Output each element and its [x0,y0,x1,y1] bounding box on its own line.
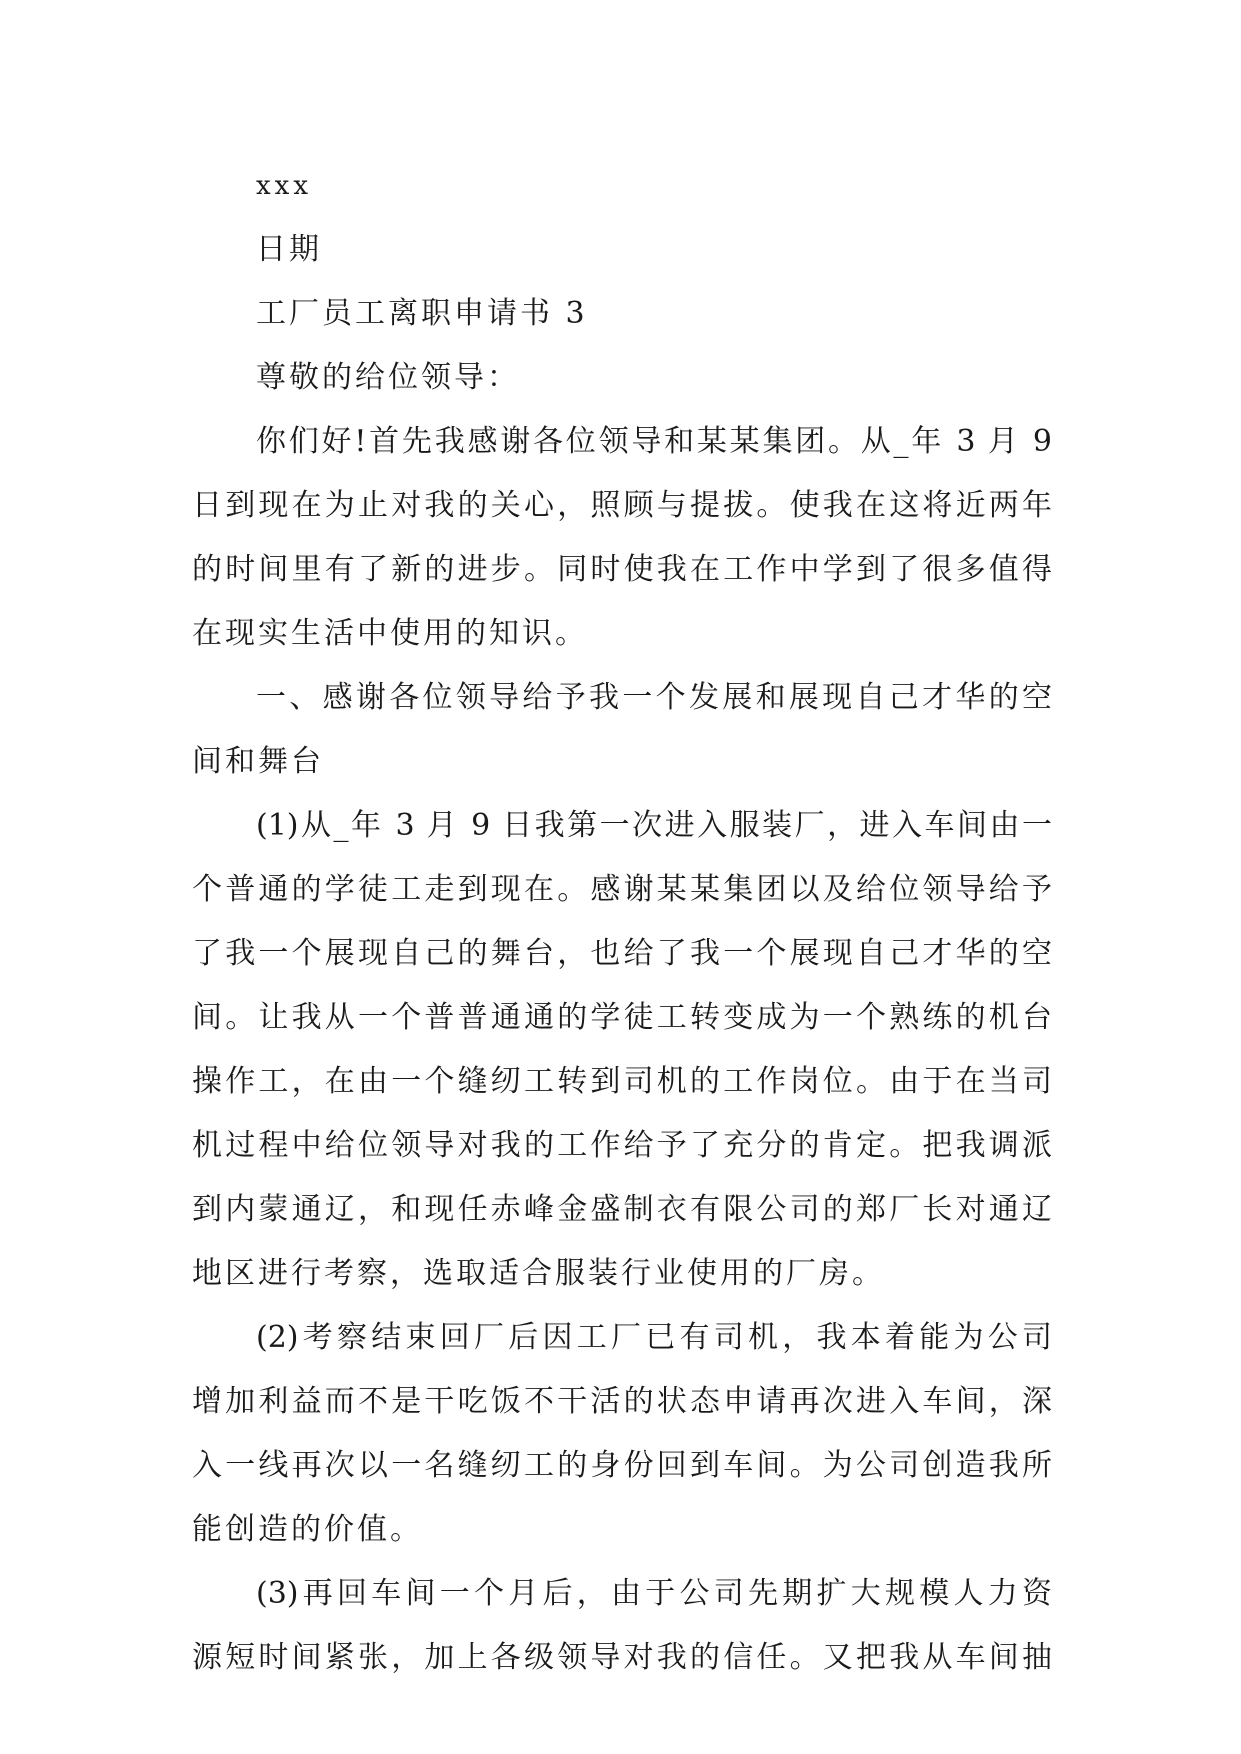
paragraph-line: 机过程中给位领导对我的工作给予了充分的肯定。把我调派 [192,1128,1052,1163]
date-label: 日期 [256,232,322,267]
paragraph-line: 的时间里有了新的进步。同时使我在工作中学到了很多值得 [192,552,1052,587]
signature-name: xxx [256,171,312,201]
paragraph-line: (2)考察结束回厂后因工厂已有司机，我本着能为公司 [256,1320,1052,1355]
section-heading-line: 一、感谢各位领导给予我一个发展和展现自己才华的空 [256,680,1052,715]
paragraph-line: 地区进行考察，选取适合服装行业使用的厂房。 [192,1256,885,1291]
section-heading-line: 间和舞台 [192,744,324,779]
paragraph-line: 增加利益而不是干吃饭不干活的状态申请再次进入车间，深 [192,1384,1052,1419]
paragraph-line: 能创造的价值。 [192,1512,423,1547]
paragraph-line: 你们好!首先我感谢各位领导和某某集团。从_年 3 月 9 [256,424,1052,459]
paragraph-line: (1)从_年 3 月 9 日我第一次进入服装厂，进入车间由一 [256,808,1052,843]
paragraph-line: 个普通的学徒工走到现在。感谢某某集团以及给位领导给予 [192,872,1052,907]
paragraph-line: 源短时间紧张，加上各级领导对我的信任。又把我从车间抽 [192,1640,1052,1675]
paragraph-line: 到内蒙通辽，和现任赤峰金盛制衣有限公司的郑厂长对通辽 [192,1192,1052,1227]
document-heading: 工厂员工离职申请书 3 [256,296,588,331]
paragraph-line: 间。让我从一个普普通通的学徒工转变成为一个熟练的机台 [192,1000,1052,1035]
paragraph-line: 日到现在为止对我的关心，照顾与提拔。使我在这将近两年 [192,488,1052,523]
paragraph-line: 入一线再次以一名缝纫工的身份回到车间。为公司创造我所 [192,1448,1052,1483]
paragraph-line: (3)再回车间一个月后，由于公司先期扩大规模人力资 [256,1576,1052,1611]
paragraph-line: 操作工，在由一个缝纫工转到司机的工作岗位。由于在当司 [192,1064,1052,1099]
salutation: 尊敬的给位领导： [256,360,520,395]
paragraph-line: 了我一个展现自己的舞台，也给了我一个展现自己才华的空 [192,936,1052,971]
paragraph-line: 在现实生活中使用的知识。 [192,616,588,651]
